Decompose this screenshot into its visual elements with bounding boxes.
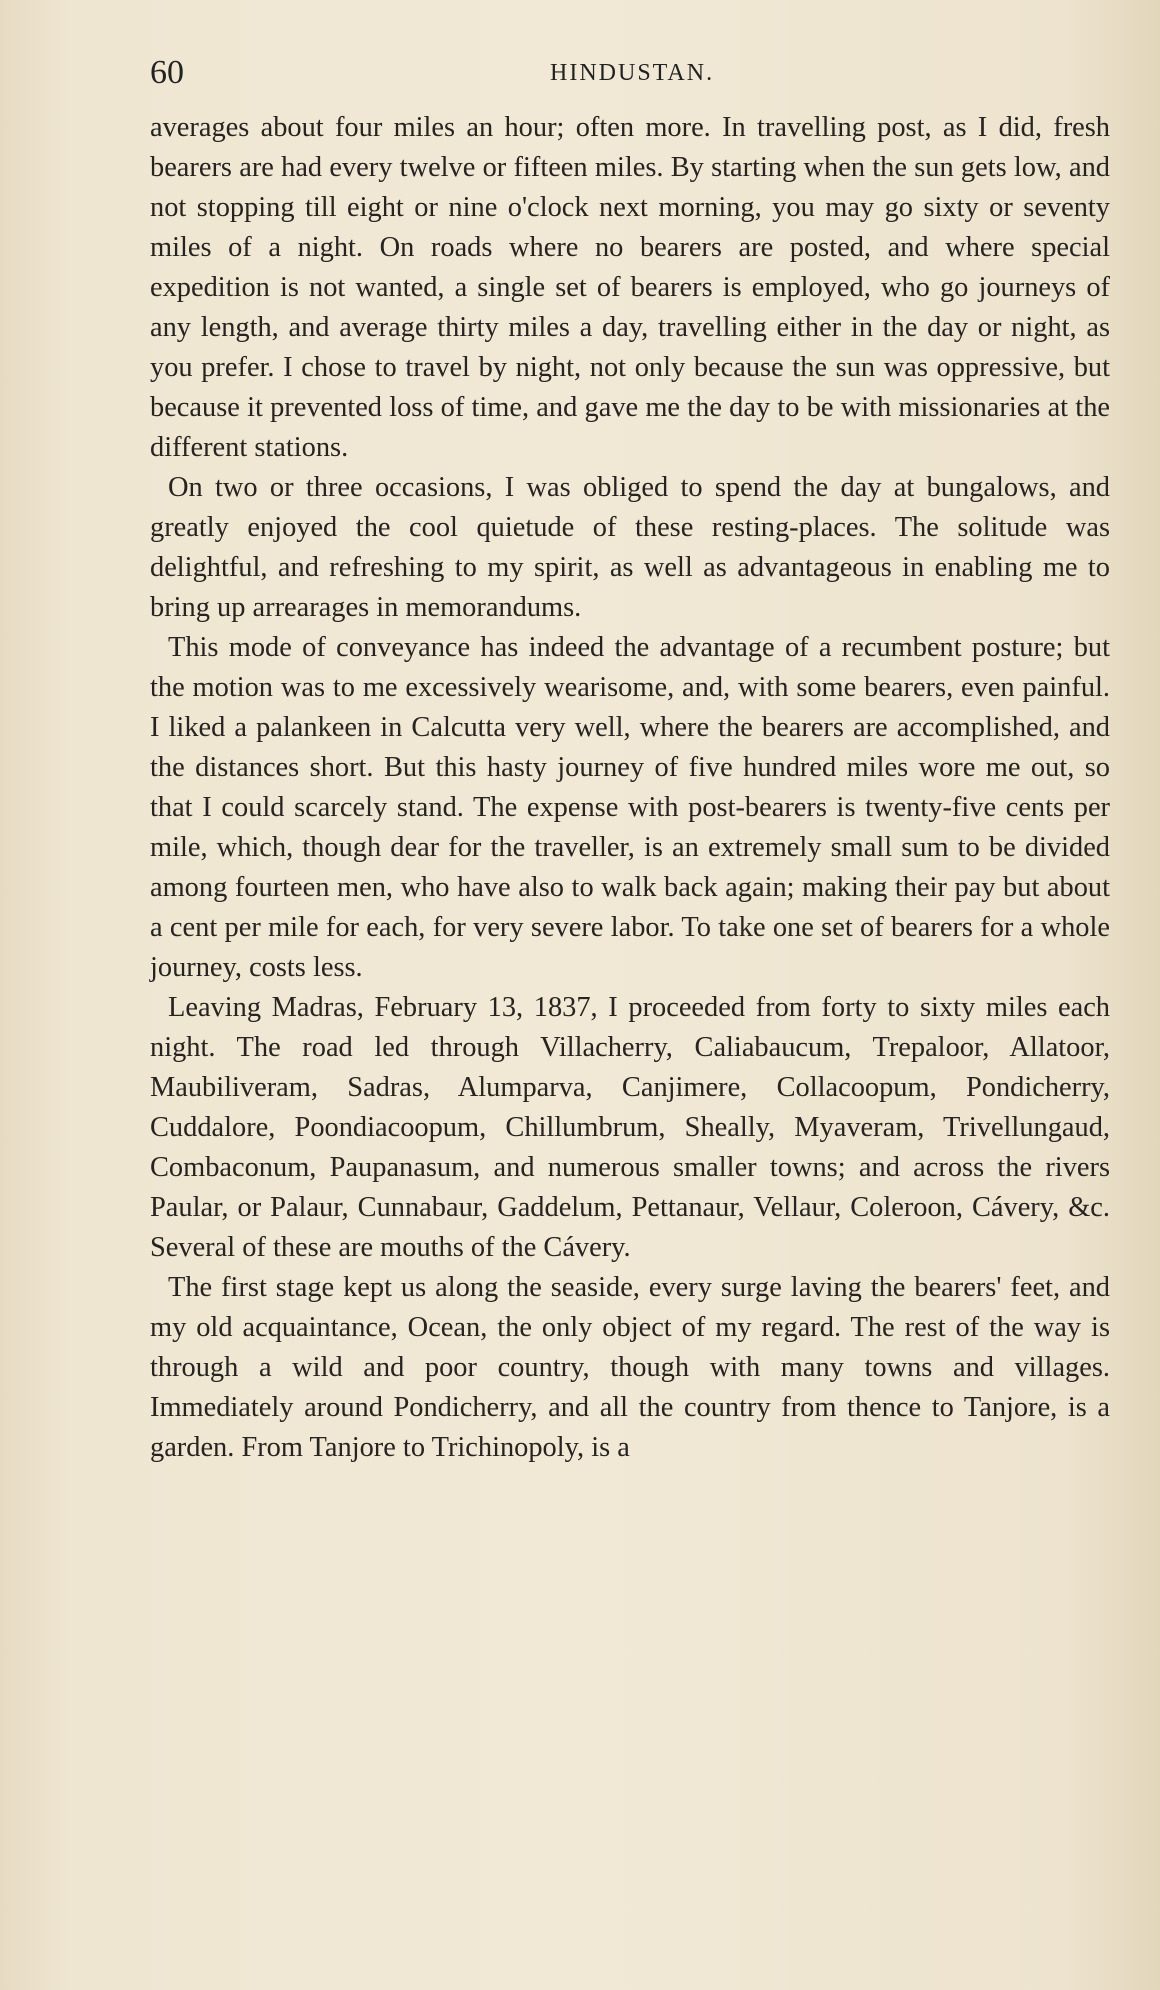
paragraph-first-stage: The first stage kept us along the seaside, every surge laving the bearers' feet, and my old acquaintance, Ocean, the only object of my regard. The rest of the way is through a wild and poor country, though with many towns and villages. Immediately around Pondicherry, and all the country from thence to Tanjore, is a garden. From Tanjore to Trichinopoly, is a [150, 1272, 1110, 1463]
paragraph-conveyance: This mode of conveyance has indeed the advantage of a recumbent posture; but the motion was to me excessively wearisome, and, with some bearers, even painful. I liked a palankeen in Calcutta very well, where the bearers are accomplished, and the distances short. But this hasty journey of five hundred miles wore me out, so that I could scarcely stand. The expense with post-bearers is twenty-five cents per mile, which, though dear for the traveller, is an extremely small sum to be divided among fourteen men, who have also to walk back again; making their pay but about a cent per mile for each, for very severe labor. To take one set of bearers for a whole journey, costs less. [150, 632, 1110, 983]
paragraph-bungalows: On two or three occasions, I was obliged to spend the day at bungalows, and greatly enjoyed the cool quietude of these resting-places. The solitude was delightful, and refreshing to my spirit, as well as advantageous in enabling me to bring up arrearages in memorandums. [150, 472, 1110, 623]
page-number: 60 [150, 54, 184, 91]
page-header [150, 48, 1110, 98]
body-text [150, 108, 1110, 1468]
paragraph-route: Leaving Madras, February 13, 1837, I proceeded from forty to sixty miles each night. The road led through Villacherry, Caliabaucum, Trepaloor, Allatoor, Maubiliveram, Sadras, Alumparva, Canjimere, Collacoopum, Pondicherry, Cuddalore, Poondiacoopum, Chillumbrum, Sheally, Myaveram, Trivellungaud, Combaconum, Paupanasum, and numerous smaller towns; and across the rivers Paular, or Palaur, Cunnabaur, Gaddelum, Pettanaur, Vellaur, Coleroon, Cávery, &c. Several of these are mouths of the Cávery. [150, 992, 1110, 1263]
paragraph-continued: averages about four miles an hour; often more. In travelling post, as I did, fresh bearers are had every twelve or fifteen miles. By starting when the sun gets low, and not stopping till eight or nine o'clock next morning, you may go sixty or seventy miles of a night. On roads where no bearers are posted, and where special expedition is not wanted, a single set of bearers is employed, who go journeys of any length, and average thirty miles a day, travelling either in the day or night, as you prefer. I chose to travel by night, not only because the sun was oppressive, but because it prevented loss of time, and gave me the day to be with missionaries at the different stations. [150, 112, 1110, 463]
running-head: HINDUSTAN. [550, 60, 715, 86]
